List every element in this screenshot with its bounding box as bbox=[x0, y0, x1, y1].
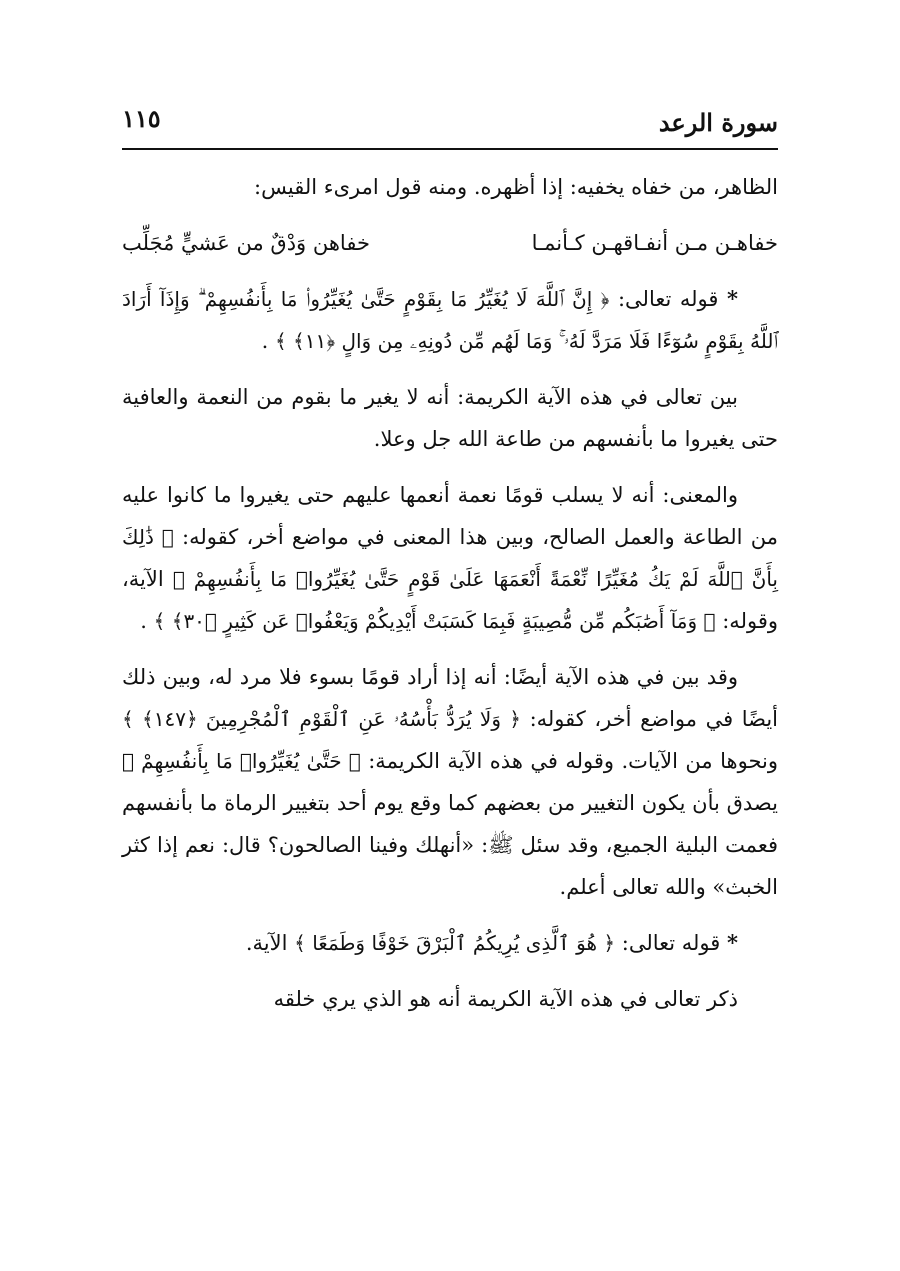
paragraph-1: الظاهر، من خفاه يخفيه: إذا أظهره. ومنه قول امرىء القيس: bbox=[254, 175, 778, 199]
poetry-verse bbox=[122, 222, 778, 264]
paragraph-text: والمعنى: أنه لا يسلب قومًا نعمة أنعمها عليهم حتى يغيروا ما كانوا عليه من الطاعة والعمل الصالح، وبين هذا المعنى في مواضع أخر، كقوله: bbox=[122, 483, 778, 549]
section-star: * bbox=[727, 286, 738, 311]
quran-verse: ﴿ وَلَا يُرَدُّ بَأْسُهُۥ عَنِ ٱلْقَوْمِ ٱلْمُجْرِمِينَ ﴿١٤٧﴾ ﴾ bbox=[122, 707, 521, 731]
paragraph-3: بين تعالى في هذه الآية الكريمة: أنه لا يغير ما بقوم من النعمة والعافية حتى يغيروا ما بأنفسهم من طاعة الله جل وعلا. bbox=[122, 385, 778, 451]
lead-text: قوله تعالى: bbox=[621, 931, 721, 955]
verse-first-hemistich: خفاهـن مـن أنفـاقهـن كـأنمـا bbox=[531, 231, 778, 255]
page-header bbox=[122, 90, 778, 150]
quran-verse: ﴿ إِنَّ ٱللَّهَ لَا يُغَيِّرُ مَا بِقَوْمٍ حَتَّىٰ يُغَيِّرُوا۟ مَا بِأَنفُسِهِمْ ۗ وَإِذَآ أَرَادَ ٱللَّهُ بِقَوْمٍ سُوٓءًا فَلَا مَرَدَّ لَهُۥ ۚ وَمَا لَهُم مِّن دُونِهِۦ مِن وَالٍ ﴿١١﴾ ﴾ bbox=[122, 287, 778, 353]
page-number: ١١٥ bbox=[122, 104, 161, 133]
paragraph-text: وقد بين في هذه الآية أيضًا: أنه إذا أراد قومًا بسوء فلا مرد له، وبين ذلك أيضًا في مواضع أخر، كقوله: bbox=[122, 665, 779, 731]
paragraph-text: ونحوها من الآيات. وقوله في هذه الآية الكريمة: bbox=[368, 749, 778, 773]
paragraph-text: الآية، وقوله: bbox=[122, 567, 778, 633]
paragraph-7: ذكر تعالى في هذه الآية الكريمة أنه هو الذي يري خلقه bbox=[273, 987, 738, 1011]
quran-verse: ﴿ هُوَ ٱلَّذِى يُرِيكُمُ ٱلْبَرْقَ خَوْفًا وَطَمَعًا ﴾ bbox=[294, 931, 616, 955]
paragraph-2 bbox=[122, 278, 778, 362]
verse-second-hemistich: خفاهن وَدْقٌ من عَشيٍّ مُجَلِّب bbox=[122, 231, 370, 255]
section-star: * bbox=[727, 930, 738, 955]
quran-verse: ﴿ وَمَآ أَصَٰبَكُم مِّن مُّصِيبَةٍ فَبِمَا كَسَبَتْ أَيْدِيكُمْ وَيَعْفُوا۟ عَن كَثِيرٍ ﴿٣٠﴾ ﴾ bbox=[153, 609, 716, 633]
paragraph-5 bbox=[122, 656, 778, 908]
lead-text: قوله تعالى: bbox=[617, 287, 719, 311]
end-mark: الآية. bbox=[245, 931, 288, 955]
surah-title: سورة الرعد bbox=[658, 108, 778, 137]
end-mark: . bbox=[261, 329, 269, 353]
end-mark: . bbox=[140, 609, 147, 633]
paragraph-4 bbox=[122, 474, 778, 642]
quran-verse: ﴿ ذَٰلِكَ بِأَنَّ ٱللَّهَ لَمْ يَكُ مُغَيِّرًا نِّعْمَةً أَنْعَمَهَا عَلَىٰ قَوْمٍ حَتَّىٰ يُغَيِّرُوا۟ مَا بِأَنفُسِهِمْ ﴾ bbox=[122, 525, 778, 591]
quran-verse: ﴿ حَتَّىٰ يُغَيِّرُوا۟ مَا بِأَنفُسِهِمْ ﴾ bbox=[122, 749, 361, 773]
paragraph-6 bbox=[122, 922, 778, 964]
paragraph-text: يصدق بأن يكون التغيير من بعضهم كما وقع يوم أحد بتغيير الرماة ما بأنفسهم فعمت البلية الجميع، وقد سئل ﷺ: «أنهلك وفينا الصالحون؟ قال: نعم إذا كثر الخبث» والله تعالى أعلم. bbox=[122, 791, 778, 899]
page bbox=[122, 90, 778, 1034]
page-body bbox=[122, 166, 778, 1020]
